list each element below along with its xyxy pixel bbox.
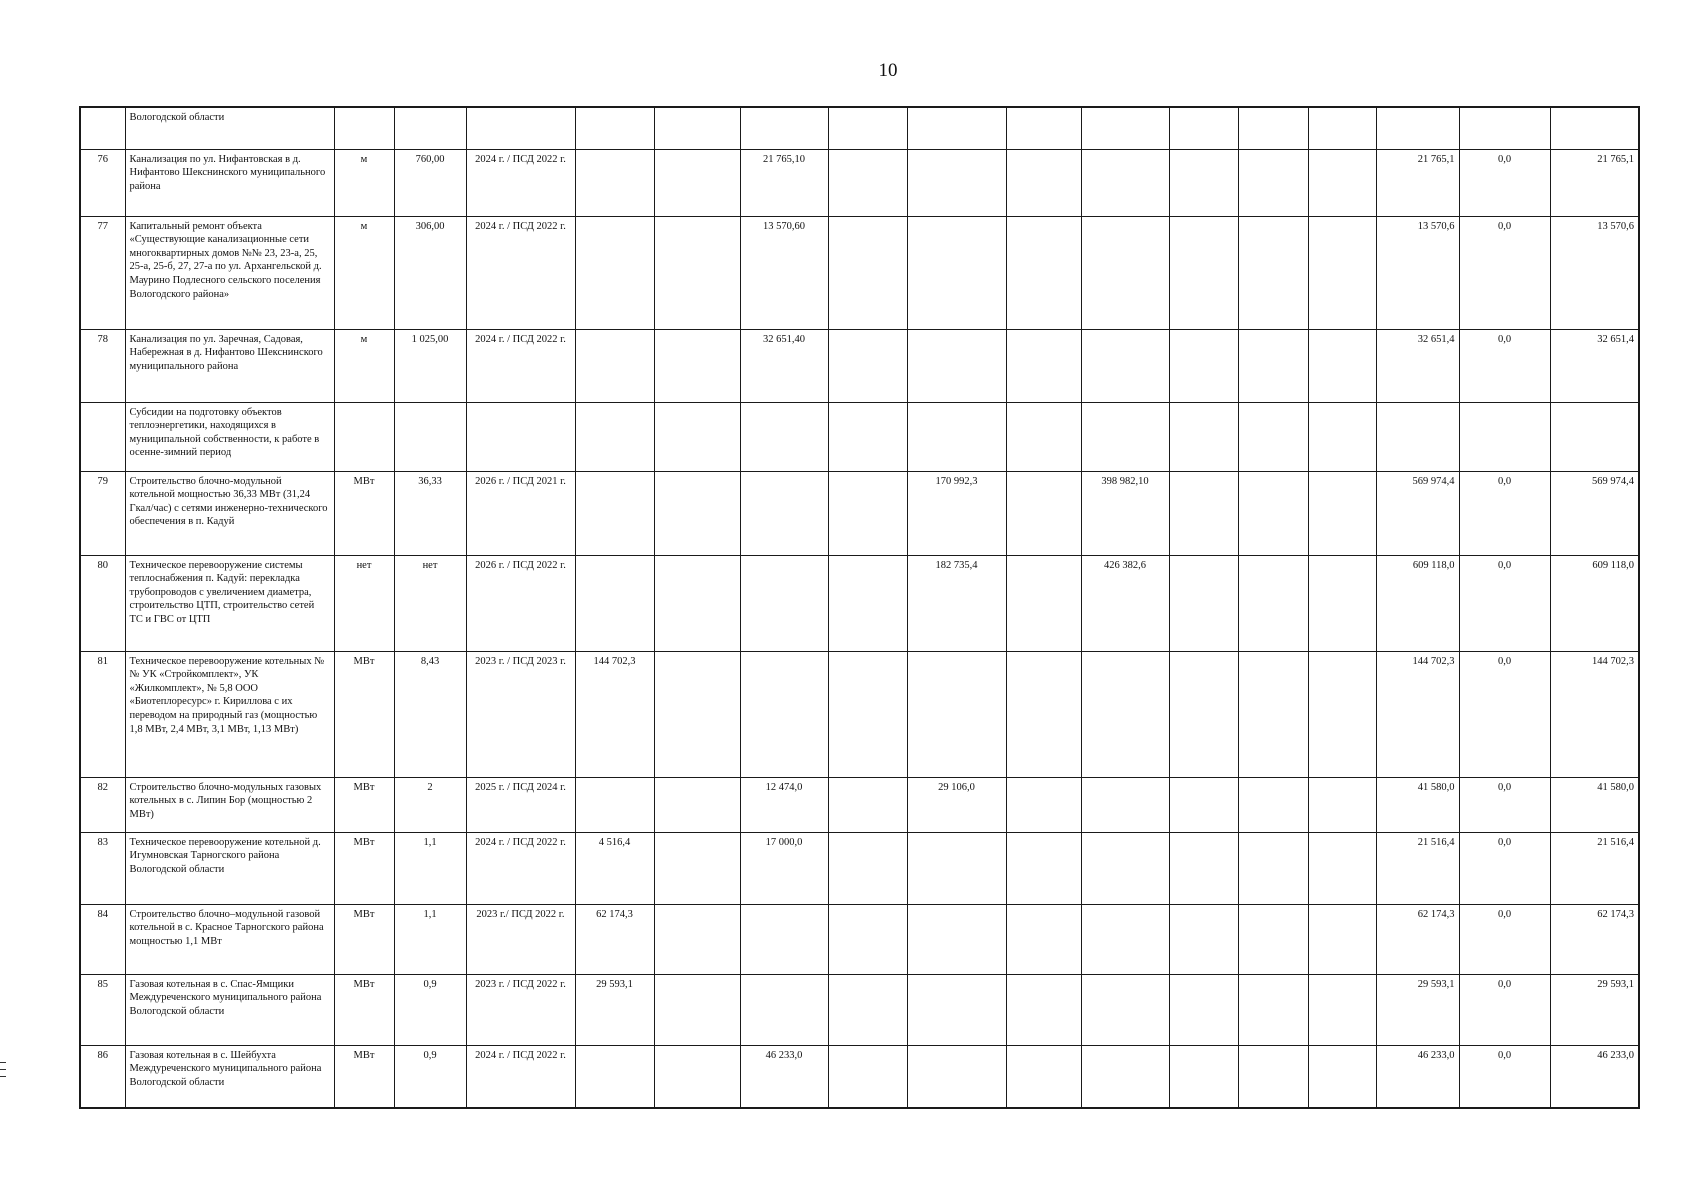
cell-c4 — [828, 149, 907, 216]
cell-total — [1376, 402, 1459, 471]
cell-unit: МВт — [334, 832, 394, 904]
cell-total2: 13 570,6 — [1550, 216, 1639, 329]
cell-c3 — [740, 471, 828, 555]
cell-term — [466, 402, 575, 471]
cell-c9 — [1238, 1045, 1308, 1108]
cell-term: 2024 г. / ПСД 2022 г. — [466, 216, 575, 329]
cell-num: 81 — [80, 651, 125, 777]
cell-unit: м — [334, 149, 394, 216]
cell-c6 — [1006, 402, 1081, 471]
cell-c7 — [1081, 651, 1169, 777]
cell-c7 — [1081, 216, 1169, 329]
cell-num — [80, 107, 125, 149]
table-row — [80, 107, 1639, 149]
cell-unit: МВт — [334, 1045, 394, 1108]
cell-c8 — [1169, 471, 1238, 555]
cell-c8 — [1169, 777, 1238, 832]
cell-total2: 21 516,4 — [1550, 832, 1639, 904]
cell-c10 — [1308, 216, 1376, 329]
cell-term: 2024 г. / ПСД 2022 г. — [466, 1045, 575, 1108]
cell-c3 — [740, 402, 828, 471]
cell-total2 — [1550, 402, 1639, 471]
cell-term: 2024 г. / ПСД 2022 г. — [466, 329, 575, 402]
cell-term: 2023 г./ ПСД 2022 г. — [466, 904, 575, 974]
cell-total — [1376, 107, 1459, 149]
cell-term: 2024 г. / ПСД 2022 г. — [466, 149, 575, 216]
cell-c7 — [1081, 904, 1169, 974]
cell-name: Капитальный ремонт объекта «Существующие канализационные сети многоквартирных домов №№ 23, 23-а, 25, 25-а, 25-б, 27, 27-а по ул. Архангельской д. Маурино Подлесного сельского поселения Вологодского района» — [125, 216, 334, 329]
cell-c1: 4 516,4 — [575, 832, 654, 904]
cell-total: 32 651,4 — [1376, 329, 1459, 402]
cell-name: Строительство блочно-модульных газовых котельных в с. Липин Бор (мощностью 2 МВт) — [125, 777, 334, 832]
cell-c1 — [575, 471, 654, 555]
cell-c9 — [1238, 149, 1308, 216]
cell-term: 2026 г. / ПСД 2021 г. — [466, 471, 575, 555]
table-row — [80, 555, 1639, 651]
cell-c10 — [1308, 1045, 1376, 1108]
cell-c7 — [1081, 974, 1169, 1045]
cell-total: 144 702,3 — [1376, 651, 1459, 777]
cell-c1 — [575, 555, 654, 651]
cell-total2: 41 580,0 — [1550, 777, 1639, 832]
cell-c7 — [1081, 329, 1169, 402]
cell-zero: 0,0 — [1459, 555, 1550, 651]
cell-c5 — [907, 651, 1006, 777]
cell-zero: 0,0 — [1459, 149, 1550, 216]
cell-qty: 1,1 — [394, 904, 466, 974]
cell-zero — [1459, 402, 1550, 471]
cell-c4 — [828, 107, 907, 149]
cell-c1 — [575, 149, 654, 216]
cell-c6 — [1006, 1045, 1081, 1108]
cell-c5 — [907, 1045, 1006, 1108]
cell-c6 — [1006, 555, 1081, 651]
cell-total2: 46 233,0 — [1550, 1045, 1639, 1108]
cell-c8 — [1169, 1045, 1238, 1108]
investment-table — [79, 106, 1640, 1109]
cell-unit: нет — [334, 555, 394, 651]
cell-c6 — [1006, 149, 1081, 216]
cell-unit: МВт — [334, 471, 394, 555]
cell-name: Газовая котельная в с. Спас-Ямщики Междуреченского муниципального района Вологодской области — [125, 974, 334, 1045]
table-row — [80, 471, 1639, 555]
cell-total2: 29 593,1 — [1550, 974, 1639, 1045]
cell-c2 — [654, 1045, 740, 1108]
cell-c9 — [1238, 974, 1308, 1045]
cell-total2: 144 702,3 — [1550, 651, 1639, 777]
cell-c5: 29 106,0 — [907, 777, 1006, 832]
cell-c1 — [575, 329, 654, 402]
table-row — [80, 832, 1639, 904]
cell-c10 — [1308, 149, 1376, 216]
cell-zero — [1459, 107, 1550, 149]
cell-c4 — [828, 974, 907, 1045]
table-row — [80, 974, 1639, 1045]
cell-name: Канализация по ул. Нифантовская в д. Нифантово Шекснинского муниципального района — [125, 149, 334, 216]
cell-c10 — [1308, 107, 1376, 149]
cell-c9 — [1238, 777, 1308, 832]
cell-c4 — [828, 904, 907, 974]
cell-num: 82 — [80, 777, 125, 832]
cell-c6 — [1006, 904, 1081, 974]
cell-total: 569 974,4 — [1376, 471, 1459, 555]
cell-c2 — [654, 402, 740, 471]
cell-c9 — [1238, 329, 1308, 402]
cell-c1: 144 702,3 — [575, 651, 654, 777]
cell-qty: 1,1 — [394, 832, 466, 904]
cell-qty: 36,33 — [394, 471, 466, 555]
cell-total2: 62 174,3 — [1550, 904, 1639, 974]
cell-c5 — [907, 107, 1006, 149]
cell-c2 — [654, 107, 740, 149]
cell-term: 2024 г. / ПСД 2022 г. — [466, 832, 575, 904]
cell-c6 — [1006, 974, 1081, 1045]
table-row — [80, 329, 1639, 402]
cell-c3 — [740, 651, 828, 777]
table-row — [80, 777, 1639, 832]
table-row — [80, 904, 1639, 974]
cell-c8 — [1169, 974, 1238, 1045]
cell-c8 — [1169, 107, 1238, 149]
cell-qty: 0,9 — [394, 974, 466, 1045]
cell-c1 — [575, 1045, 654, 1108]
cell-c5: 182 735,4 — [907, 555, 1006, 651]
cell-c8 — [1169, 832, 1238, 904]
cell-num: 86 — [80, 1045, 125, 1108]
cell-term: 2025 г. / ПСД 2024 г. — [466, 777, 575, 832]
cell-c8 — [1169, 904, 1238, 974]
cell-unit: МВт — [334, 651, 394, 777]
cell-c7 — [1081, 1045, 1169, 1108]
cell-name: Газовая котельная в с. Шейбухта Междуреченского муниципального района Вологодской области — [125, 1045, 334, 1108]
page-number: 10 — [878, 60, 898, 81]
cell-c6 — [1006, 651, 1081, 777]
cell-c6 — [1006, 832, 1081, 904]
cell-total2: 609 118,0 — [1550, 555, 1639, 651]
cell-name: Субсидии на подготовку объектов теплоэнергетики, находящихся в муниципальной собственности, к работе в осенне-зимний период — [125, 402, 334, 471]
table-row — [80, 216, 1639, 329]
cell-name: Техническое перевооружение котельной д. Игумновская Тарногского района Вологодской области — [125, 832, 334, 904]
cell-c1 — [575, 402, 654, 471]
cell-name: Строительство блочно–модульной газовой котельной в с. Красное Тарногского района мощностью 1,1 МВт — [125, 904, 334, 974]
cell-c10 — [1308, 471, 1376, 555]
cell-qty: 2 — [394, 777, 466, 832]
cell-total: 21 765,1 — [1376, 149, 1459, 216]
cell-c8 — [1169, 402, 1238, 471]
cell-qty — [394, 107, 466, 149]
cell-c7 — [1081, 149, 1169, 216]
cell-c10 — [1308, 329, 1376, 402]
cell-c1 — [575, 107, 654, 149]
cell-name: Техническое перевооружение котельных №№ УК «Стройкомплект», УК «Жилкомплект», № 5,8 ООО «Биотеплоресурс» г. Кириллова с их переводом на природный газ (мощностью 1,8 МВт, 2,4 МВт, 3,1 МВт, 1,13 МВт) — [125, 651, 334, 777]
cell-c1 — [575, 777, 654, 832]
cell-c5 — [907, 402, 1006, 471]
cell-c3 — [740, 974, 828, 1045]
cell-c9 — [1238, 107, 1308, 149]
cell-num: 85 — [80, 974, 125, 1045]
cell-c3 — [740, 107, 828, 149]
cell-num: 76 — [80, 149, 125, 216]
cell-total: 46 233,0 — [1376, 1045, 1459, 1108]
cell-qty — [394, 402, 466, 471]
cell-c6 — [1006, 329, 1081, 402]
cell-unit — [334, 107, 394, 149]
cell-num: 78 — [80, 329, 125, 402]
cell-zero: 0,0 — [1459, 1045, 1550, 1108]
cell-c6 — [1006, 471, 1081, 555]
cell-num: 79 — [80, 471, 125, 555]
cell-c4 — [828, 1045, 907, 1108]
cell-num: 84 — [80, 904, 125, 974]
cell-c6 — [1006, 107, 1081, 149]
cell-total: 21 516,4 — [1376, 832, 1459, 904]
cell-c6 — [1006, 777, 1081, 832]
cell-zero: 0,0 — [1459, 777, 1550, 832]
cell-total: 29 593,1 — [1376, 974, 1459, 1045]
cell-c1: 29 593,1 — [575, 974, 654, 1045]
cell-c6 — [1006, 216, 1081, 329]
cell-c7 — [1081, 402, 1169, 471]
table-row — [80, 1045, 1639, 1108]
cell-c7 — [1081, 777, 1169, 832]
cell-total: 609 118,0 — [1376, 555, 1459, 651]
table-row — [80, 402, 1639, 471]
cell-num: 83 — [80, 832, 125, 904]
cell-c7: 426 382,6 — [1081, 555, 1169, 651]
cell-name: Техническое перевооружение системы теплоснабжения п. Кадуй: перекладка трубопроводов с увеличением диаметра, строительство ЦТП, строительство сетей ТС и ГВС от ЦТП — [125, 555, 334, 651]
cell-c2 — [654, 904, 740, 974]
cell-c2 — [654, 216, 740, 329]
cell-c9 — [1238, 216, 1308, 329]
cell-num: 77 — [80, 216, 125, 329]
cell-qty: 0,9 — [394, 1045, 466, 1108]
cell-unit: МВт — [334, 974, 394, 1045]
cell-c7 — [1081, 832, 1169, 904]
cell-c1 — [575, 216, 654, 329]
cell-zero: 0,0 — [1459, 329, 1550, 402]
cell-c10 — [1308, 651, 1376, 777]
cell-c4 — [828, 216, 907, 329]
cell-unit: МВт — [334, 777, 394, 832]
cell-c5 — [907, 149, 1006, 216]
cell-term: 2026 г. / ПСД 2022 г. — [466, 555, 575, 651]
cell-c9 — [1238, 555, 1308, 651]
cell-c4 — [828, 832, 907, 904]
cell-total2: 21 765,1 — [1550, 149, 1639, 216]
cell-c2 — [654, 149, 740, 216]
cell-c10 — [1308, 777, 1376, 832]
cell-name: Вологодской области — [125, 107, 334, 149]
cell-c3: 17 000,0 — [740, 832, 828, 904]
cell-total: 13 570,6 — [1376, 216, 1459, 329]
cell-zero: 0,0 — [1459, 216, 1550, 329]
cell-c3 — [740, 555, 828, 651]
cell-unit: м — [334, 216, 394, 329]
cell-term: 2023 г. / ПСД 2022 г. — [466, 974, 575, 1045]
cell-c8 — [1169, 329, 1238, 402]
cell-zero: 0,0 — [1459, 904, 1550, 974]
cell-qty: 306,00 — [394, 216, 466, 329]
cell-c2 — [654, 832, 740, 904]
cell-c3: 12 474,0 — [740, 777, 828, 832]
cell-c3: 46 233,0 — [740, 1045, 828, 1108]
cell-c9 — [1238, 832, 1308, 904]
cell-c2 — [654, 651, 740, 777]
cell-total: 41 580,0 — [1376, 777, 1459, 832]
cell-name: Канализация по ул. Заречная, Садовая, Набережная в д. Нифантово Шекснинского муниципального района — [125, 329, 334, 402]
cell-c5 — [907, 216, 1006, 329]
cell-c9 — [1238, 651, 1308, 777]
cell-c8 — [1169, 555, 1238, 651]
cell-zero: 0,0 — [1459, 974, 1550, 1045]
cell-qty: 1 025,00 — [394, 329, 466, 402]
cell-name: Строительство блочно-модульной котельной мощностью 36,33 МВт (31,24 Гкал/час) с сетями инженерно-технического обеспечения в п. Кадуй — [125, 471, 334, 555]
cell-c9 — [1238, 471, 1308, 555]
cell-c4 — [828, 651, 907, 777]
cell-qty: нет — [394, 555, 466, 651]
cell-c1: 62 174,3 — [575, 904, 654, 974]
cell-c9 — [1238, 904, 1308, 974]
cell-c10 — [1308, 555, 1376, 651]
margin-marks — [0, 1062, 8, 1083]
cell-total: 62 174,3 — [1376, 904, 1459, 974]
cell-c8 — [1169, 216, 1238, 329]
cell-qty: 760,00 — [394, 149, 466, 216]
cell-c5 — [907, 832, 1006, 904]
cell-c5 — [907, 974, 1006, 1045]
cell-total2 — [1550, 107, 1639, 149]
cell-c2 — [654, 471, 740, 555]
cell-term: 2023 г. / ПСД 2023 г. — [466, 651, 575, 777]
table-row — [80, 149, 1639, 216]
cell-c2 — [654, 777, 740, 832]
cell-c8 — [1169, 149, 1238, 216]
cell-c7 — [1081, 107, 1169, 149]
cell-total2: 32 651,4 — [1550, 329, 1639, 402]
cell-unit — [334, 402, 394, 471]
cell-c2 — [654, 974, 740, 1045]
cell-c4 — [828, 402, 907, 471]
cell-zero: 0,0 — [1459, 471, 1550, 555]
cell-c5 — [907, 904, 1006, 974]
cell-c7: 398 982,10 — [1081, 471, 1169, 555]
cell-zero: 0,0 — [1459, 832, 1550, 904]
cell-c10 — [1308, 904, 1376, 974]
cell-c3 — [740, 904, 828, 974]
cell-c3: 32 651,40 — [740, 329, 828, 402]
cell-c4 — [828, 329, 907, 402]
table-row — [80, 651, 1639, 777]
cell-c4 — [828, 471, 907, 555]
cell-num — [80, 402, 125, 471]
cell-c10 — [1308, 974, 1376, 1045]
cell-c2 — [654, 555, 740, 651]
cell-c5 — [907, 329, 1006, 402]
cell-num: 80 — [80, 555, 125, 651]
cell-term — [466, 107, 575, 149]
cell-unit: МВт — [334, 904, 394, 974]
cell-c3: 21 765,10 — [740, 149, 828, 216]
cell-qty: 8,43 — [394, 651, 466, 777]
cell-c8 — [1169, 651, 1238, 777]
cell-c4 — [828, 555, 907, 651]
cell-c5: 170 992,3 — [907, 471, 1006, 555]
cell-c9 — [1238, 402, 1308, 471]
cell-unit: м — [334, 329, 394, 402]
cell-c10 — [1308, 402, 1376, 471]
cell-c4 — [828, 777, 907, 832]
cell-zero: 0,0 — [1459, 651, 1550, 777]
cell-c2 — [654, 329, 740, 402]
cell-total2: 569 974,4 — [1550, 471, 1639, 555]
cell-c3: 13 570,60 — [740, 216, 828, 329]
cell-c10 — [1308, 832, 1376, 904]
